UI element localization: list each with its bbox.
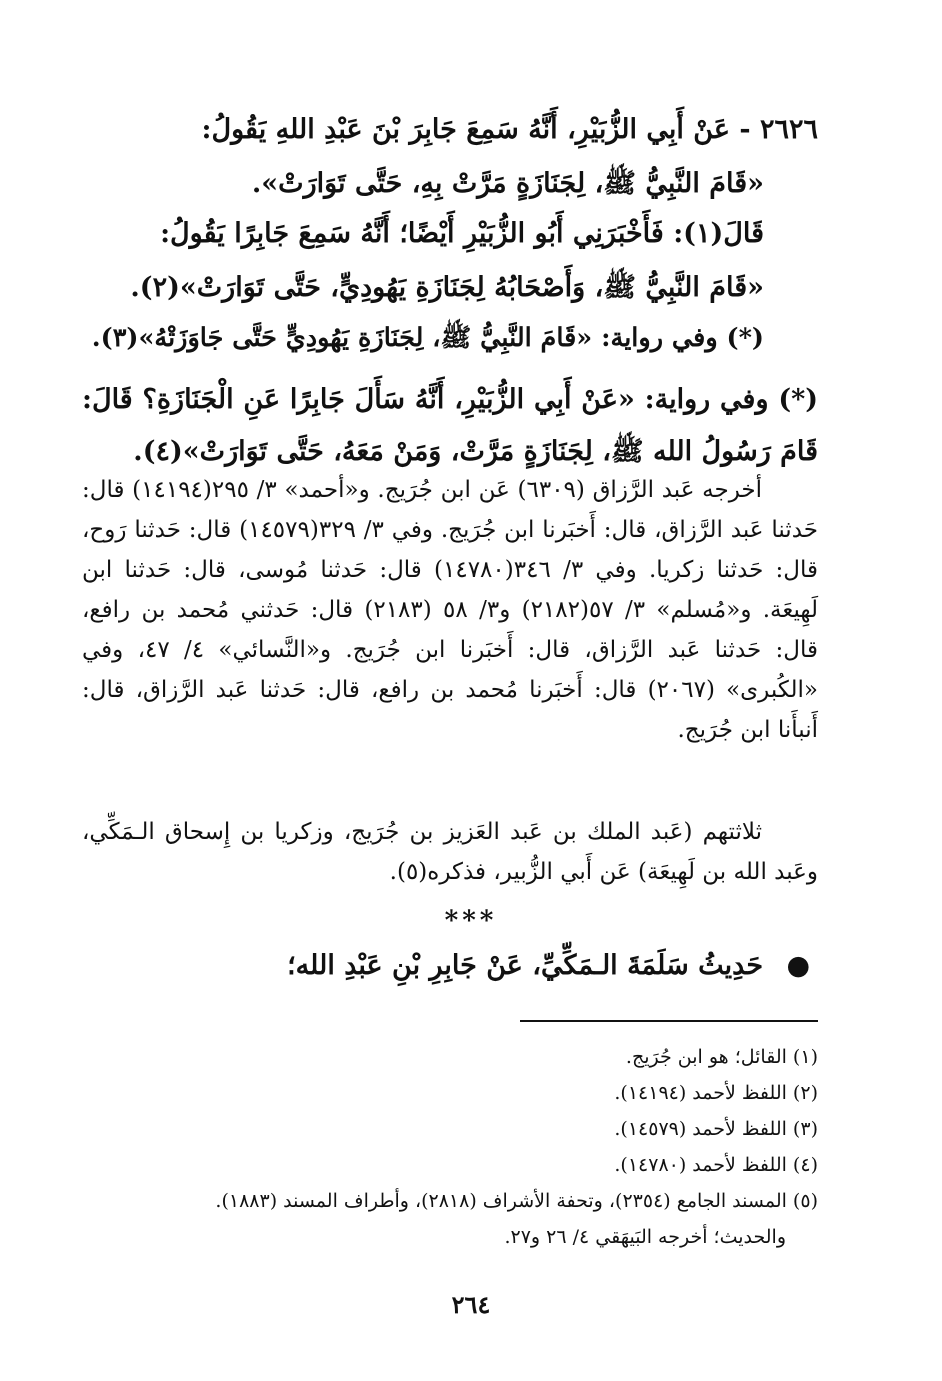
hadith-line-1: ٢٦٢٦ - عَنْ أَبِي الزُّبَيْرِ، أَنَّهُ سَمِعَ جَابِرَ بْنَ عَبْدِ اللهِ يَقُولُ: (201, 114, 818, 145)
riwaya-2: (*) وفي رواية: «عَنْ أَبِي الزُّبَيْرِ، أَنَّهُ سَأَلَ جَابِرًا عَنِ الْجَنَازَةِ؟ قَالَ: قَامَ رَسُولُ الله ﷺ، لِجَنَازَةٍ مَرَّتْ، وَمَنْ مَعَهُ، حَتَّى تَوَارَتْ»(٤). (82, 384, 818, 467)
bullet-icon: ● (786, 950, 810, 981)
section-heading-text: حَدِيثُ سَلَمَةَ الـمَكِّيِّ، عَنْ جَابِرِ بْنِ عَبْدِ الله؛ (287, 950, 764, 981)
footnote-4: (٤) اللفظ لأحمد (١٤٧٨٠). (614, 1154, 818, 1176)
footnote-3: (٣) اللفظ لأحمد (١٤٥٧٩). (614, 1118, 818, 1140)
footnote-2: (٢) اللفظ لأحمد (١٤١٩٤). (614, 1082, 818, 1104)
footnote-5: (٥) المسند الجامع (٢٣٥٤)، وتحفة الأشراف (٢٨١٨)، وأطراف المسند (١٨٨٣). (215, 1190, 818, 1212)
hadith-line-4: «قَامَ النَّبِيُّ ﷺ، وَأَصْحَابُهُ لِجَنَازَةِ يَهُودِيٍّ، حَتَّى تَوَارَتْ»(٢). (130, 272, 764, 303)
riwaya-1: (*) وفي رواية: «قَامَ النَّبِيُّ ﷺ، لِجَنَازَةِ يَهُودِيٍّ حَتَّى جَاوَزَتْهُ»(٣). (91, 323, 764, 353)
section-separator: *** (444, 906, 498, 936)
footnote-divider (520, 1020, 818, 1022)
footnote-1: (١) القائل؛ هو ابن جُرَيج. (625, 1046, 818, 1068)
hadith-line-2: «قَامَ النَّبِيُّ ﷺ، لِجَنَازَةٍ مَرَّتْ بِهِ، حَتَّى تَوَارَتْ». (251, 168, 764, 199)
summary-paragraph: ثلاثتهم (عَبد الملك بن عَبد العَزيز بن جُرَيج، وزكريا بن إِسحاق الـمَكِّي، وعَبد الله بن لَهِيعَة) عَن أَبي الزُّبير، فذكره(٥). (82, 819, 818, 885)
hadith-line-3: قَالَ(١): فَأَخْبَرَنِي أَبُو الزُّبَيْرِ أَيْضًا؛ أَنَّهُ سَمِعَ جَابِرًا يَقُولُ: (160, 218, 764, 249)
footnote-5-continued: والحديث؛ أخرجه البَيهَقي ٤/ ٢٦ و٢٧. (504, 1226, 786, 1248)
section-heading (287, 950, 810, 981)
page-number: ٢٦٤ (451, 1290, 491, 1319)
takhrij-paragraph: أخرجه عَبد الرَّزاق (٦٣٠٩) عَن ابن جُرَيج. و«أحمد» ٣/ ٢٩٥(١٤١٩٤) قال: حَدثنا عَبد الرَّزاق، قال: أَخبَرنا ابن جُرَيج. وفي ٣/ ٣٢٩(١٤٥٧٩) قال: حَدثنا رَوح، قال: حَدثنا زكريا. وفي ٣/ ٣٤٦(١٤٧٨٠) قال: حَدثنا مُوسى، قال: حَدثنا ابن لَهِيعَة. و«مُسلم» ٣/ ٥٧(٢١٨٢) و٣/ ٥٨ (٢١٨٣) قال: حَدثني مُحمد بن رافع، قال: حَدثنا عَبد الرَّزاق، قال: أَخبَرنا ابن جُرَيج. و«النَّسائي» ٤/ ٤٧، وفي «الكُبرى» (٢٠٦٧) قال: أَخبَرنا مُحمد بن رافع، قال: حَدثنا عَبد الرَّزاق، قال: أَنبأَنا ابن جُرَيج. (82, 477, 819, 743)
